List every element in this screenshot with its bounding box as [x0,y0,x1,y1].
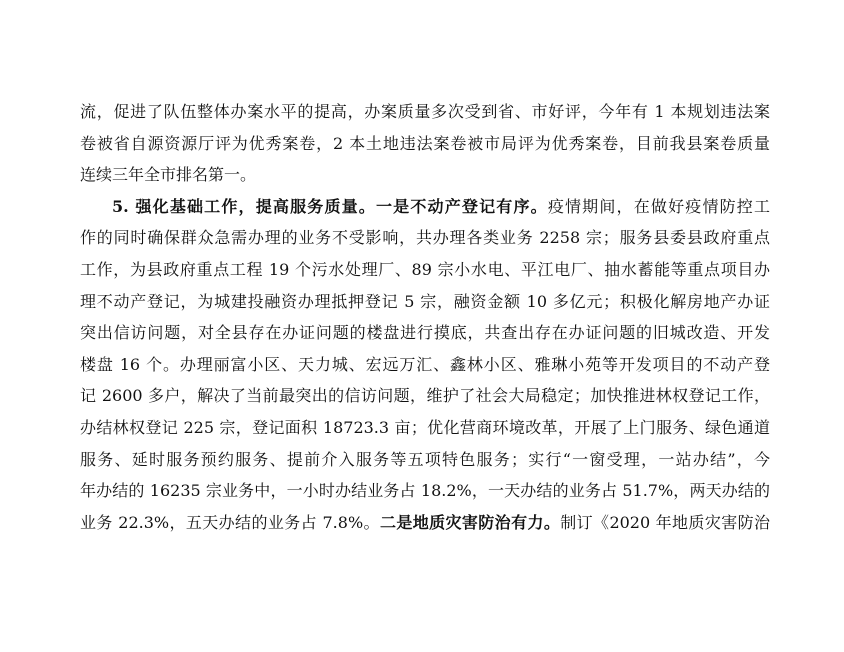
paragraph-2-line-1-text: 疫情期间，在做好疫情防控工 [547,196,770,216]
paragraph-2-line-3: 工作，为县政府重点工程 19 个污水处理厂、89 宗小水电、平江电厂、抽水蓄能等重点项目办 [80,259,770,279]
section-heading: 5. 强化基础工作，提高服务质量。 [112,196,376,216]
paragraph-2-line-6: 楼盘 16 个。办理丽富小区、天力城、宏远万汇、鑫林小区、雅琳小苑等开发项目的不动产登 [80,354,770,374]
paragraph-2-line-2: 作的同时确保群众急需办理的业务不受影响，共办理各类业务 2258 宗；服务县委县政府重点 [80,228,770,248]
paragraph-2-line-11 [80,507,770,539]
paragraph-2-line-8: 办结林权登记 225 宗，登记面积 18723.3 亩；优化营商环境改革，开展了上门服务、绿色通道 [80,417,770,437]
paragraph-1-line-2: 卷被省自源资源厅评为优秀案卷，2 本土地违法案卷被市局评为优秀案卷，目前我县案卷质量 [80,133,770,153]
paragraph-1-line-3: 连续三年全市排名第一。 [80,165,257,185]
paragraph-2-line-11-text-after: 制订《2020 年地质灾害防治 [560,512,770,532]
paragraph-2-line-1 [80,191,770,223]
paragraph-1-line-1: 流，促进了队伍整体办案水平的提高，办案质量多次受到省、市好评，今年有 1 本规划违法案 [80,102,770,121]
paragraph-2-line-4: 理不动产登记，为城建投融资办理抵押登记 5 宗，融资金额 10 多亿元；积极化解房地产办证 [80,291,770,311]
paragraph-2-line-10: 年办结的 16235 宗业务中，一小时办结业务占 18.2%，一天办结的业务占 51.7%，两天办结的 [80,481,770,501]
subsection-heading-2: 二是地质灾害防治有力。 [379,512,561,532]
paragraph-2-line-9: 服务、延时服务预约服务、提前介入服务等五项特色服务；实行“一窗受理，一站办结”，今 [80,449,770,469]
paragraph-2-line-7: 记 2600 多户，解决了当前最突出的信访问题，维护了社会大局稳定；加快推进林权登记工作， [80,386,770,406]
document-body [80,96,770,538]
paragraph-2-line-11-text: 业务 22.3%，五天办结的业务占 7.8%。 [80,512,380,532]
subsection-heading-1: 一是不动产登记有序。 [376,196,548,216]
paragraph-2-line-5: 突出信访问题，对全县存在办证问题的楼盘进行摸底，共查出存在办证问题的旧城改造、开发 [80,323,770,343]
